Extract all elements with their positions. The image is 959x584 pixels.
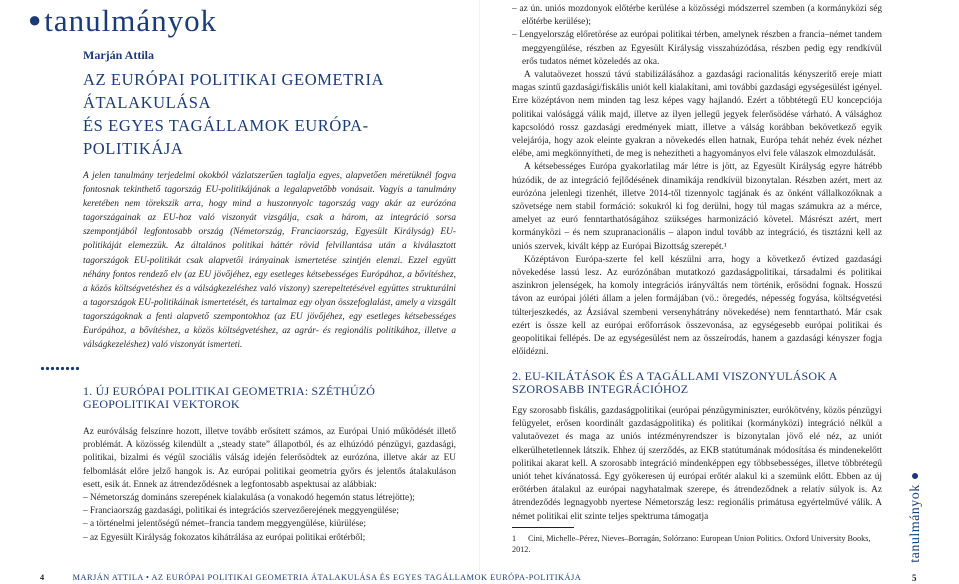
section-1 [83,385,456,545]
continued-list [512,3,882,69]
page-gutter [479,0,480,584]
paragraph: Középtávon Európa-szerte fel kell készülni arra, hogy a következő évtized gazdasági növekedése lassú lesz. Az eurózónában mutatkozó gazdaságpolitikai, társadalmi és politikai aszinkron jelenségek, ha komoly integrációs irányváltás nem történik, erősödni fognak. Hosszú távon az európai jóléti állam a jelen formájában (vö.: öregedés, népesség fogyása, költségvetési túlterjeszkedés, az Ázsiával szembeni versenyhátrány növekedése) nem fenntartható. Már csak ezért is össze kell az európai erőforrások összevonása, az egységesebb európai politikai és geopolitikai fellépés. De az egységesülést nem az összeírodás, hanem a gazdasági kényszer fogja előidézni. [512,254,882,358]
right-column-top [512,3,882,359]
list-item: – az Egyesült Királyság fokozatos kihátrálása az európai politikai erőtérből; [83,532,456,545]
side-tab-label: tanulmányok ● [908,471,923,563]
section-2-paragraph: Egy szorosabb fiskális, gazdaságpolitikai (európai pénzügyminiszter, eurókötvény, közös pénzügyi felügyelet, erősen koordinált gazdaságpolitika) és politikai (kormányközi) integráció nélkül a valutaövezet és maga az uniós intézményrendszer is bizonytalan jövő elé néz, az uniót elkerülhetetlennek látszik. Ehhez új szerződés, az EKB statútumának módosítása és mindenekelőtt politikai akarat kell. A szorosabb integráció mindenképpen egy többsebességes, illetve többrétegű uniót tehet kívánatossá. Egy gyökeresen új európai erőtér alakul ki a szemünk előtt. Ebben az új erőtérben átalakul az európai nagyhatalmak szerepe, és átrendeződnek a relatív súlyok is. Az átrendeződés legnagyobb nyertese Németország lesz: regionális primátusa egyértelművé válik. A német politikai elit szinte teljes spektruma támogatja [512,406,882,522]
section-2 [512,370,882,524]
section-2-body [512,405,882,524]
section-1-heading: 1. ÚJ EURÓPAI POLITIKAI GEOMETRIA: SZÉTHÚZÓ GEOPOLITIKAI VEKTOROK [83,384,376,411]
abstract: A jelen tanulmány terjedelmi okokból vázlatszerűen taglalja egyes, alapvetően méretüknél fogva fontosnak tekinthető tagország EU-politikájának a legalapvetőbb vonásait. Vagyis a tanulmány keretében nem törekszik arra, hogy mind a huszonnyolc tagország vagy akár az eurózóna tagországainak az EU-hoz való viszonyát vizsgálja, csak a három, az integráció sorsa szempontjából legfontosabb ország (Németország, Franciaország, Egyesült Királyság) EU-politikáját elemezzük. Az általános politikai háttér rövid felvillantása után a kiválasztott tagországok EU-politikát csak alapvetői irányainak ismertetése szintjén elemzi. Ezzel együtt néhány fontos rendező elv (az EU jövőjéhez, egy esetleges kétsebességes Európához, a bővítéshez, a közös költségvetéshez és a válságkezeléshez való viszony) szerepeltetésével együttes strukturálni a tagországok EU-politikáinak ismertetését, és tartalmaz egy olyan összefoglalást, amely a vizsgált tagországoknak a fenti alapvető szempontokhoz (az EU jövőjéhez, egy esetleges kétsebességes Európához, a bővítéshez, a közös költségvetéshez, az agrár- és regionális politikához, illetve a válságkezeléshez) való viszonyát ismerteti. [83,171,456,351]
author-name: Marján Attila [83,48,154,62]
footnote [512,533,882,555]
running-footer: MARJÁN ATTILA • AZ EURÓPAI POLITIKAI GEOMETRIA ÁTALAKULÁSA ÉS EGYES TAGÁLLAMOK EURÓPA-POLITIKÁJA [72,573,582,582]
list-item: – a történelmi jelentőségű német–francia tandem meggyengülése, kiürülése; [83,518,456,531]
section-1-body [83,426,456,545]
side-tab-text: tanulmányok [908,484,923,563]
article-title-line-1: AZ EURÓPAI POLITIKAI GEOMETRIA ÁTALAKULÁSA [83,70,384,112]
list-item: – Németország domináns szerepének kialakulása (a vonakodó hegemón status létrejötte); [83,492,456,505]
right-page-number: 5 [912,573,917,583]
footnote-divider [512,527,574,528]
article-title [83,68,463,160]
dotted-separator-icon [40,366,80,376]
paragraph: A kétsebességes Európa gyakorlatilag már létre is jött, az Egyesült Királyság egyre hátrébb húzódik, de az integráció fejlődésének dinamikája rendkívül bizonytalan. Részben azért, mert az eurózóna jelenlegi tizenhét, illetve 2014-től tizennyolc tagjának és az önként vállalkozóknak a szövetsége nem stabil formáció: sokukról ki fog derülni, hogy túl magas számukra az a mérce, amelyet az euró fenntarthatóságához szükséges harmonizáció követel. Másrészt azért, mert kormányközi – és nem szupranacionális – alapon indul tovább az integráció, és tisztázni kell az uniós szervek, kivált képp az Európai Bizottság szerepét.¹ [512,162,882,252]
list-item: – az ún. uniós mozdonyok előtérbe kerülése a közösségi módszerrel szemben (a kormányközi ség előtérbe kerülése); [512,3,882,29]
left-footer [40,573,581,582]
section-1-list [83,492,456,545]
footnote-text: Cini, Michelle–Pérez, Nieves–Borragán, Solórzano: European Union Politics. Oxford University Books, 2012. [512,534,871,554]
section-label: ●tanulmányok [28,3,218,38]
footnote-number: 1 [512,534,517,543]
left-page-number: 4 [40,573,45,582]
section-1-paragraph: Az euróválság felszínre hozott, illetve tovább erősített számos, az Európai Unió működését illető problémát. A közösség kilendült a „steady state” állapotból, és az elhúzódó pénzügyi, gazdasági, politikai, bizalmi és végül szociális válság idején felerősödtek az eurózóna, illetve akár az EU felbomlását előre jelző hangok is. Az európai politikai geometria győrs és jelentős átalakuláson esett, esik át. Ennek az átrendeződésnek a legfontosabb aspektusai az alábbiak: [83,427,456,490]
list-item: – Franciaország gazdasági, politikai és integrációs szervezőerejének meggyengülése; [83,505,456,518]
side-section-tab [902,471,930,563]
bullet-dot-icon: ● [28,7,43,32]
article-title-line-2: ÉS EGYES TAGÁLLAMOK EURÓPA-POLITIKÁJA [83,116,369,158]
section-2-heading: 2. EU-KILÁTÁSOK ÉS A TAGÁLLAMI VISZONYULÁSOK A SZOROSABB INTEGRÁCIÓHOZ [512,369,837,396]
list-item: – Lengyelország előretörése az európai politikai térben, amelynek részben a francia–német tandem meggyengülése, részben az Egyesült Királyság visszahúzódása, részben pedig egy rendkívül erős tudatos német közeledés az oka. [512,29,882,69]
paragraph: A valutaövezet hosszú távú stabilizálásához a gazdasági racionalitás kényszerítő ereje miatt magas szintű gazdasági/fiskális uniót kell kialakítani, ami további gazdasági egységesülést igényel. Erre középtávon nem minden tag lesz képes vagy hajlandó. Ezért a többtétegű EU koncepciója politikai valósággá válik majd, illetve az ilyen jellegű jegyek felerősödése várható. A válsághoz kapcsolódó rossz gazdasági eredmények miatt, illetve a válság korábban bekövetkező egyik velejárója, hogy azok eleinte gyakran a növekedés ellen hatnak, Európa tehát nehéz évek nézhet elébe, ami megkönnyítheti, de meg is nehezítheti a hagyományos elvi fele válaszok elmozdulását. [512,70,882,160]
